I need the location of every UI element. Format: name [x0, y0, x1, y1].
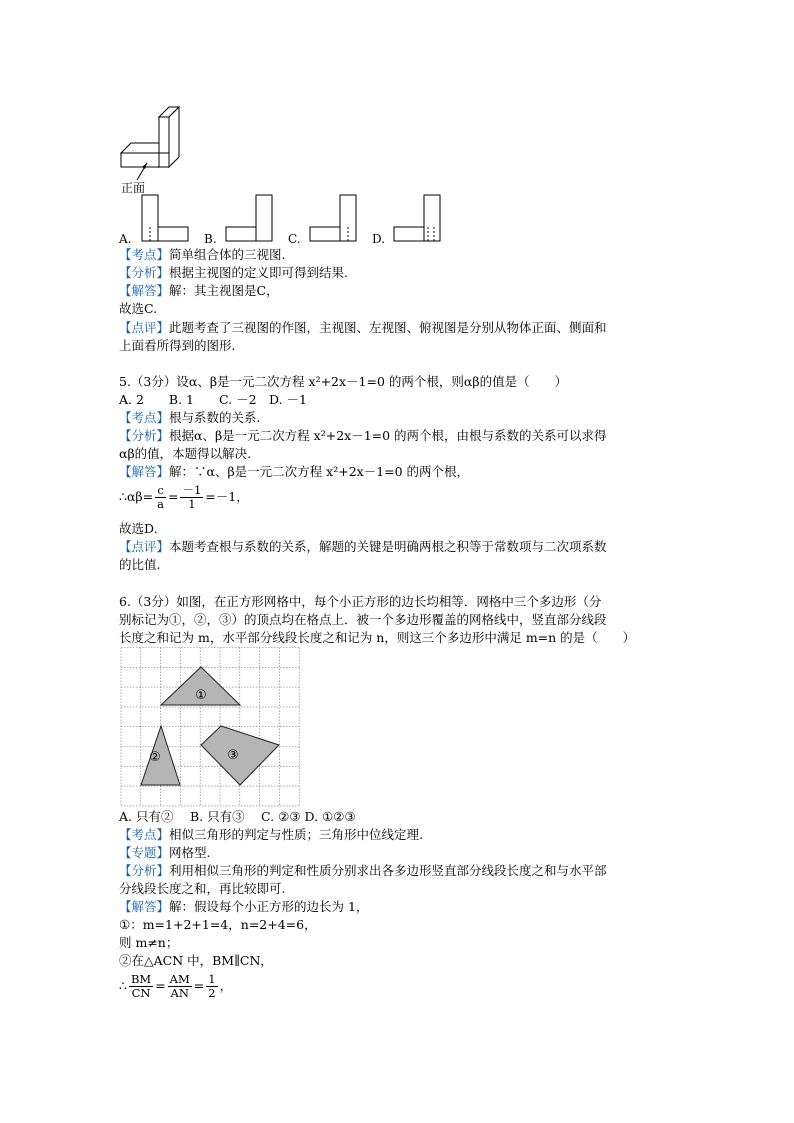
q4-conclusion: 故选C. [119, 301, 158, 316]
q5-dianping: 【点评】本题考查根与系数的关系，解题的关键是明确两根之积等于常数项与二次项系数 [119, 539, 607, 554]
q4-dianping: 【点评】此题考查了三视图的作图，主视图、左视图、俯视图是分别从物体正面、侧面和 [119, 320, 607, 335]
q6-jieda: 【解答】解：假设每个小正方形的边长为 1， [119, 899, 369, 914]
q4-fenxi: 【分析】根据主视图的定义即可得到结果. [119, 265, 348, 280]
q6-step1: ①：m=1+2+1=4，n=2+4=6， [119, 917, 317, 932]
option-b-view [224, 193, 274, 243]
q6-fraction-1-2: $\frac{1}{2}$ [208, 972, 216, 1000]
polygon-3-label: ③ [227, 748, 239, 763]
q6-kaodian: 【考点】相似三角形的判定与性质；三角形中位线定理. [119, 827, 423, 842]
polygon-1-label: ① [195, 688, 207, 703]
q6-options: A. 只有② B. 只有③ C. ②③ D. ①②③ [119, 809, 356, 824]
option-d-label: D. [372, 232, 386, 246]
q5-options: A. 2 B. 1 C. －2 D. －1 [119, 392, 308, 407]
q4-dianping-cont: 上面看所得到的图形. [119, 338, 236, 353]
q6-fraction-am-an: $\frac{AM}{AN}$ [169, 972, 190, 1000]
q5-fraction-minus1-over-1: $\frac{-1}{1}$ [182, 483, 202, 511]
q5-conclusion: 故选D. [119, 521, 158, 536]
q5-fraction-c-over-a: $\frac{c}{a}$ [157, 483, 164, 511]
q5-formula: ∴αβ= $\frac{c}{a}$ = $\frac{-1}{1}$ =－1， [119, 483, 249, 511]
option-b-label: B. [204, 232, 217, 246]
option-a-label: A. [119, 232, 132, 246]
q6-stem: 6.（3分）如图，在正方形网格中，每个小正方形的边长均相等．网格中三个多边形（分 [119, 594, 602, 609]
q6-stem-line2: 别标记为①，②，③）的顶点均在格点上．被一个多边形覆盖的网格线中，竖直部分线段 [119, 612, 607, 627]
q4-kaodian: 【考点】简单组合体的三视图. [119, 247, 286, 262]
option-c-view [308, 193, 358, 243]
q6-formula: ∴ $\frac{BM}{CN}$ = $\frac{AM}{AN}$ = $\frac{1}{2}$ ， [119, 972, 233, 1000]
q6-grid-figure [119, 647, 300, 808]
q6-fenxi: 【分析】利用相似三角形的判定和性质分别求出各多边形竖直部分线段长度之和与水平部 [119, 863, 607, 878]
front-label: 正面 [121, 181, 146, 195]
option-c-label: C. [288, 232, 301, 246]
q5-dianping-cont: 的比值. [119, 557, 161, 572]
q6-zhuanti: 【专题】网格型. [119, 845, 211, 860]
q6-fraction-bm-cn: $\frac{BM}{CN}$ [130, 972, 152, 1000]
q5-fenxi-cont: αβ的值，本题得以解决. [119, 446, 252, 461]
polygon-2-label: ② [149, 750, 161, 765]
q5-kaodian: 【考点】根与系数的关系. [119, 410, 261, 425]
q6-step2: 则 m≠n； [119, 935, 179, 950]
q4-jieda: 【解答】解：其主视图是C， [119, 283, 279, 298]
q5-stem: 5.（3分）设α、β是一元二次方程 x²+2x－1=0 的两个根，则αβ的值是（ ） [119, 374, 568, 389]
q5-fenxi: 【分析】根据α、β是一元二次方程 x²+2x－1=0 的两个根，由根与系数的关系可以求得 [119, 428, 607, 443]
option-a-view [140, 193, 190, 243]
q6-stem-line3: 长度之和记为 m，水平部分线段长度之和记为 n，则这三个多边形中满足 m=n 的是（ ） [119, 630, 636, 645]
solid-figure [115, 95, 195, 175]
polygon-3 [201, 726, 279, 785]
q5-jieda: 【解答】解：∵α、β是一元二次方程 x²+2x－1=0 的两个根， [119, 464, 470, 479]
q6-fenxi-cont: 分线段长度之和，再比较即可. [119, 881, 286, 896]
option-d-view [392, 193, 442, 243]
q6-step3: ②在△ACN 中，BM∥CN， [119, 953, 273, 968]
